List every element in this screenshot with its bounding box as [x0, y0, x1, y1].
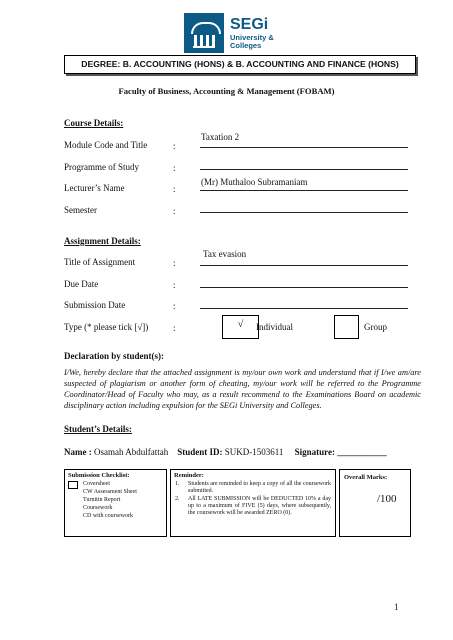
- faculty-title: Faculty of Business, Accounting & Management (FOBAM): [118, 86, 335, 96]
- individual-label: Individual: [256, 322, 293, 332]
- reminder-num: 1.: [175, 481, 180, 487]
- checklist-item: CW Assessment Sheet: [83, 489, 137, 495]
- colon: :: [173, 206, 176, 216]
- assignment-details-heading: Assignment Details:: [64, 236, 141, 246]
- checklist-item: CD with coursework: [83, 513, 133, 519]
- checklist-item: Coversheet: [83, 481, 110, 487]
- group-label: Group: [364, 322, 387, 332]
- segi-logo: [184, 13, 274, 53]
- student-id: SUKD-1503611: [224, 447, 284, 457]
- reminder-item: All LATE SUBMISSION will be DEDUCTED 10% a day up to a maximum of FIVE (5) days, where subsequently, the coursework will be awarded ZERO (0).: [188, 496, 331, 516]
- due-date-line: [200, 287, 408, 288]
- student-details-heading: Student’s Details:: [64, 424, 132, 434]
- assignment-title-line: [200, 265, 408, 266]
- reminder-item: Students are reminded to keep a copy of all the coursework submitted.: [188, 481, 331, 494]
- course-details-heading: Course Details:: [64, 118, 124, 128]
- colon: :: [173, 258, 176, 268]
- module-code-value: Taxation 2: [201, 132, 240, 142]
- checklist-item: Coursework: [83, 505, 113, 511]
- submission-checklist-box: [64, 469, 167, 537]
- colon: :: [173, 323, 176, 333]
- colon: :: [173, 163, 176, 173]
- module-code-line: [200, 147, 408, 148]
- colon: :: [173, 301, 176, 311]
- student-name: Osamah Abdulfattah: [94, 447, 169, 457]
- student-id-label: Student ID:: [177, 447, 223, 457]
- lecturer-value: (Mr) Muthaloo Subramaniam: [201, 177, 308, 187]
- degree-title: DEGREE: B. ACCOUNTING (HONS) & B. ACCOUNTING AND FINANCE (HONS): [64, 55, 416, 74]
- assignment-title-value: Tax evasion: [203, 249, 247, 259]
- colon: :: [173, 141, 176, 151]
- marks-title: Overall Marks:: [344, 474, 388, 481]
- declaration-text: I/We, hereby declare that the attached assignment is my/our own work and understand that if I/we am/are suspected of plagiarism or another form of cheating, my/our work will be referred to the Programme Coordinator/Head of Faculty who may, as a result recommend to the Examinations Board on academic disciplinary action including expulsion for the SEGi University and Colleges.: [64, 368, 421, 410]
- checklist-title: Submission Checklist:: [68, 472, 130, 479]
- programme-line: [200, 169, 408, 170]
- coversheet-checkbox[interactable]: [68, 481, 78, 489]
- due-date-label: Due Date: [64, 279, 99, 289]
- lecturer-label: Lecturer’s Name: [64, 183, 125, 193]
- assignment-title-label: Title of Assignment: [64, 257, 136, 267]
- submission-date-line: [200, 308, 408, 309]
- page-number: 1: [394, 602, 399, 612]
- declaration-heading: Declaration by student(s):: [64, 351, 164, 361]
- module-code-label: Module Code and Title: [64, 140, 148, 150]
- reminder-box: [170, 469, 336, 537]
- reminder-num: 2.: [175, 496, 180, 502]
- lecturer-line: [200, 190, 408, 191]
- semester-line: [200, 212, 408, 213]
- signature-label: Signature:: [294, 447, 336, 457]
- marks-value: /100: [377, 493, 397, 505]
- university-building-icon: [184, 13, 224, 53]
- signature-value: ___________: [337, 447, 387, 457]
- logo-text: SEGi University & Colleges: [230, 15, 274, 50]
- overall-marks-box: [339, 469, 411, 537]
- individual-checkbox[interactable]: √: [222, 315, 259, 339]
- semester-label: Semester: [64, 205, 97, 215]
- group-checkbox[interactable]: [334, 315, 359, 339]
- programme-label: Programme of Study: [64, 162, 139, 172]
- checklist-item: Turnitin Report: [83, 497, 121, 503]
- type-label: Type (* please tick [√]): [64, 322, 149, 332]
- colon: :: [173, 184, 176, 194]
- name-label: Name :: [64, 447, 92, 457]
- submission-date-label: Submission Date: [64, 300, 126, 310]
- colon: :: [173, 280, 176, 290]
- reminder-title: Reminder:: [174, 472, 204, 479]
- student-details-line: [64, 447, 387, 457]
